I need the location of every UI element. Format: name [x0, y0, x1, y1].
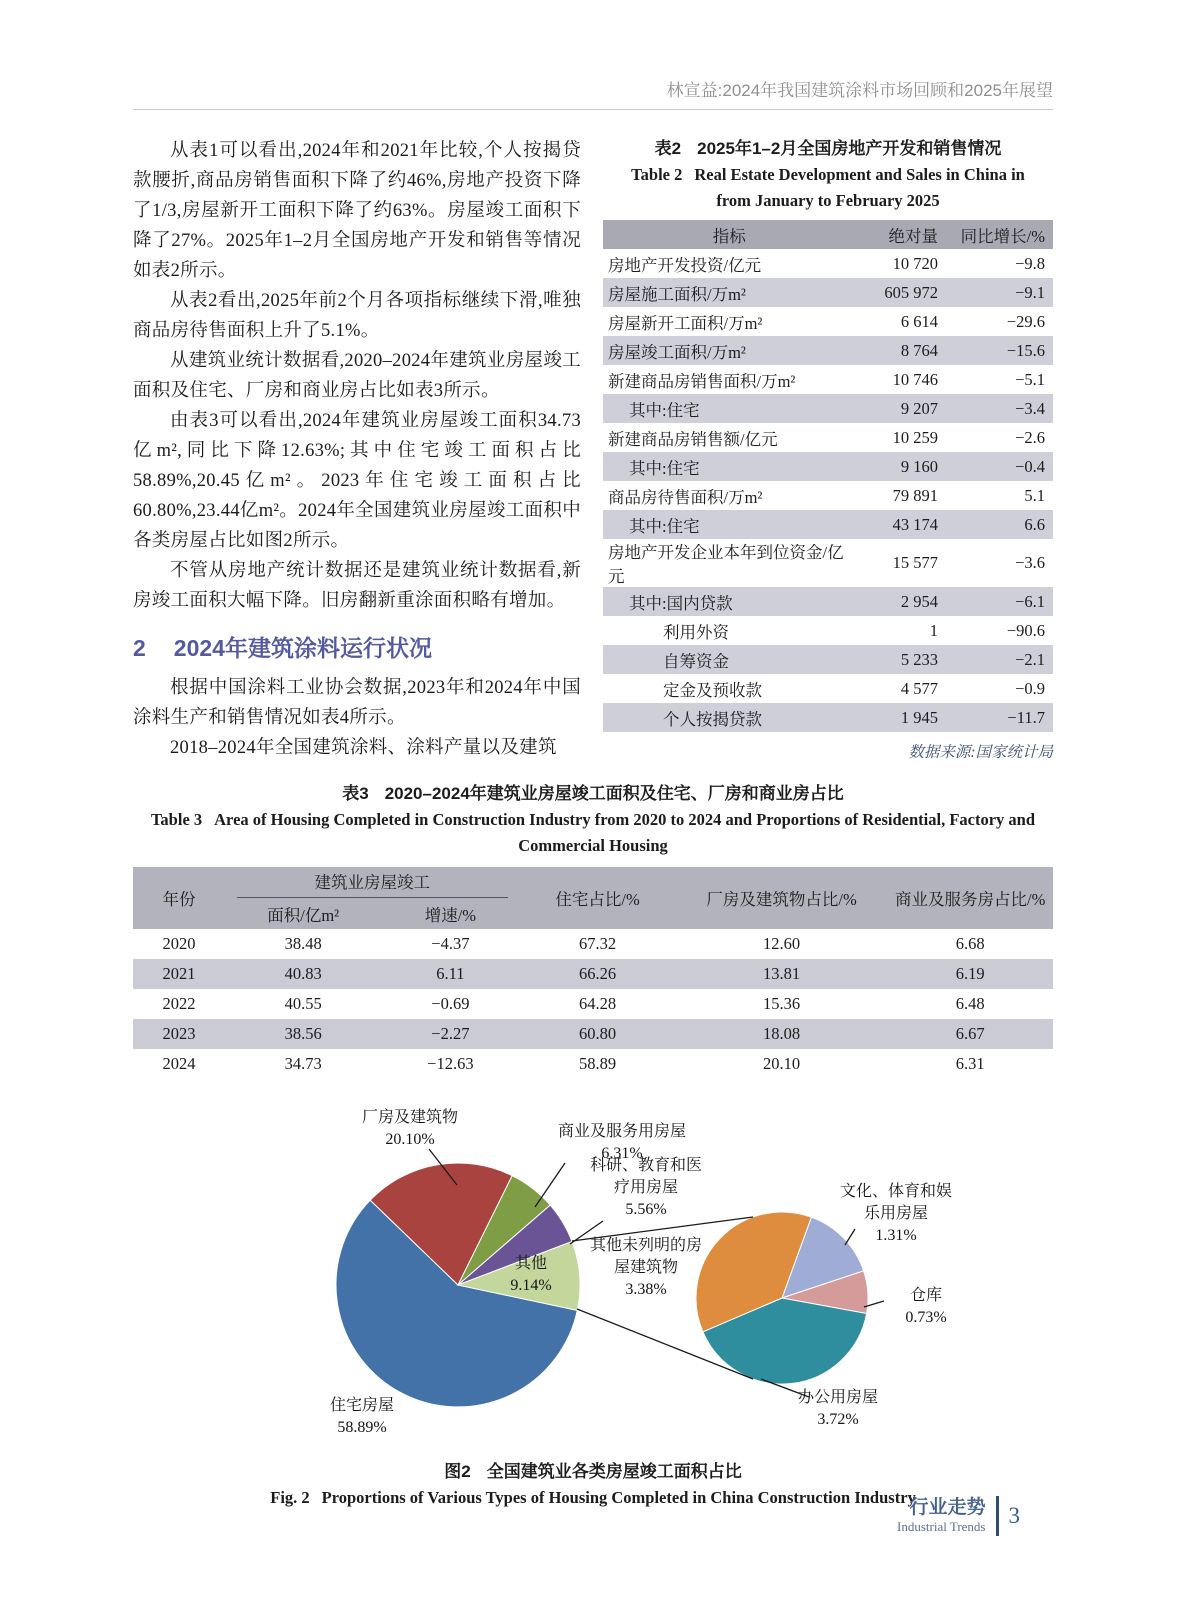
table2-cell: 新建商品房销售额/亿元 [608, 429, 778, 449]
table2-cell: −90.6 [1006, 620, 1045, 640]
page-footer [897, 1496, 1020, 1536]
table2-cell: 1 [929, 620, 938, 640]
table3-cell: 13.81 [676, 959, 888, 989]
table2-cell: 房屋竣工面积/万m² [603, 336, 851, 365]
table3-block [133, 781, 1053, 1079]
table2-cell: −11.7 [954, 703, 1053, 732]
table3-col-commercial: 商业及服务房占比/% [887, 867, 1053, 929]
table3-cell: 2023 [133, 1019, 225, 1049]
table3-cell: 2020 [162, 934, 196, 953]
right-column [603, 136, 1053, 763]
table2-cell: 6 614 [900, 311, 938, 331]
paragraph: 根据中国涂料工业协会数据,2023年和2024年中国涂料生产和销售情况如表4所示。 [133, 678, 581, 728]
table2-tag: 表2 [654, 139, 682, 158]
table3-cell: 6.19 [887, 959, 1053, 989]
table2-title-en-line1: Real Estate Development and Sales in China in [694, 165, 1025, 184]
table3-tag: 表3 [342, 784, 369, 803]
table3-row [133, 959, 1053, 989]
table2-title-en [603, 162, 1053, 214]
table2-row [603, 307, 1053, 336]
table2-cell: −9.8 [1015, 253, 1045, 273]
figure-tag-cn: 图2 [444, 1462, 471, 1481]
table3-title-cn [133, 781, 1053, 807]
pie-label-value: 20.10% [385, 1131, 435, 1148]
figure-tag-en: Fig. 2 [270, 1488, 310, 1507]
table3-cell: 2024 [162, 1054, 196, 1073]
table2-row [603, 423, 1053, 452]
pie-slice-label [345, 1107, 475, 1151]
table3 [133, 867, 1053, 1079]
table2-row [603, 674, 1053, 703]
table2-cell: 个人按揭贷款 [603, 703, 851, 732]
table2-row [603, 587, 1053, 616]
table2-cell: −5.1 [1015, 369, 1045, 389]
pie-label-value: 3.72% [817, 1411, 859, 1428]
table3-col-factory: 厂房及建筑物占比/% [676, 867, 888, 929]
figure-caption-cn [133, 1457, 1053, 1482]
table3-title-en [133, 807, 1053, 859]
table2-title-en-line2: from January to February 2025 [716, 191, 940, 210]
table3-cell: 66.26 [519, 959, 675, 989]
pie-label-name: 其他未列明的房屋建筑物 [590, 1237, 703, 1276]
table3-cell: 38.48 [284, 934, 322, 953]
figure-caption-cn-text: 全国建筑业各类房屋竣工面积占比 [486, 1462, 742, 1481]
table2-cell: 8 764 [851, 336, 955, 365]
pie-slice-label [590, 1155, 702, 1221]
figure-caption-en-text: Proportions of Various Types of Housing Completed in China Construction Industry [321, 1488, 916, 1507]
table2-cell: 房屋新开工面积/万m² [608, 313, 763, 333]
table2 [603, 220, 1053, 732]
footer-divider [996, 1496, 999, 1536]
table3-row [133, 929, 1053, 959]
paragraph: 由表3可以看出,2024年建筑业房屋竣工面积34.73亿m²,同比下降12.63%;其中住宅竣工面积占比58.89%,20.45亿m²。2023年住宅竣工面积占比60.80%,23.44亿m²。2024年全国建筑业房屋竣工面积中各类房屋占比如图2所示。 [133, 411, 581, 551]
table2-cell: 其中:住宅 [603, 394, 851, 423]
footer-section-en: Industrial Trends [897, 1519, 986, 1534]
pie-label-value: 3.38% [625, 1281, 667, 1298]
table3-cell: 6.67 [887, 1019, 1053, 1049]
table2-row [603, 616, 1053, 645]
table3-cell: −0.69 [431, 994, 470, 1013]
table2-cell: 15 577 [892, 553, 938, 572]
table2-row [603, 249, 1053, 278]
section-heading [133, 630, 581, 663]
table3-cell: −2.27 [381, 1019, 519, 1049]
table2-cell: 1 945 [851, 703, 955, 732]
table3-col-area: 面积/亿m² [225, 899, 381, 929]
table3-col-residential: 住宅占比/% [519, 867, 675, 929]
table2-cell: 10 746 [892, 369, 938, 389]
pie-label-name: 其他 [514, 1255, 547, 1272]
table3-cell: 38.56 [225, 1019, 381, 1049]
running-header-title: 林宣益:2024年我国建筑涂料市场回顾和2025年展望 [666, 81, 1053, 100]
section-title: 2024年建筑涂料运行状况 [173, 635, 432, 661]
table3-title-en-line2: Commercial Housing [518, 836, 668, 855]
table2-cell: −6.1 [954, 587, 1053, 616]
table2-cell: 4 577 [900, 678, 938, 698]
table3-cell: 40.83 [225, 959, 381, 989]
table3-col-year: 年份 [133, 867, 225, 929]
table2-row [603, 278, 1053, 307]
pie-label-name: 商业及服务用房屋 [557, 1123, 686, 1140]
pie-label-value: 9.14% [510, 1277, 552, 1294]
table3-row [133, 1049, 1053, 1079]
pie-slice-label [838, 1181, 954, 1247]
table2-source-note: 数据来源:国家统计局 [908, 744, 1053, 761]
table2-title-cn-text: 2025年1–2月全国房地产开发和销售情况 [697, 139, 1002, 158]
table2-cell: 6.6 [954, 510, 1053, 539]
table2-cell: 房地产开发投资/亿元 [608, 255, 762, 275]
table2-cell: 10 259 [892, 427, 938, 447]
table3-cell: −4.37 [431, 934, 470, 953]
pie-slice-label [881, 1285, 971, 1329]
table3-cell: 12.60 [763, 934, 801, 953]
pie-label-value: 5.56% [625, 1201, 667, 1218]
table2-cell: −3.4 [954, 394, 1053, 423]
table3-cell: 67.32 [579, 934, 617, 953]
table3-cell: 60.80 [519, 1019, 675, 1049]
table3-cell: −12.63 [427, 1054, 474, 1073]
table3-row [133, 1019, 1053, 1049]
table2-cell: 自筹资金 [603, 645, 851, 674]
table2-cell: 其中:住宅 [603, 510, 851, 539]
table2-cell: −2.6 [1015, 427, 1045, 447]
pie-label-value: 6.31% [601, 1145, 643, 1162]
figure2-pie-chart [133, 1095, 1053, 1453]
pie-label-name: 科研、教育和医疗用房屋 [590, 1157, 703, 1196]
table2-cell: 43 174 [851, 510, 955, 539]
table2-cell: 5.1 [1024, 485, 1045, 505]
table3-col-growth: 增速/% [381, 899, 519, 929]
table3-cell: 58.89 [579, 1054, 617, 1073]
paragraph: 不管从房地产统计数据还是建筑业统计数据看,新房竣工面积大幅下降。旧房翻新重涂面积略有增加。 [133, 561, 581, 611]
table2-row [603, 481, 1053, 510]
table2-header-row [603, 220, 1053, 249]
table2-cell: 房屋施工面积/万m² [603, 278, 851, 307]
body-paragraphs-after [133, 673, 581, 763]
table2-cell: 10 720 [892, 253, 938, 273]
pie-label-name: 厂房及建筑物 [361, 1109, 458, 1126]
table3-cell: 34.73 [284, 1054, 322, 1073]
table2-col-indicator: 指标 [603, 220, 851, 249]
table2-col-absolute: 绝对量 [851, 220, 955, 249]
table2-cell: 605 972 [851, 278, 955, 307]
running-header [133, 0, 1053, 110]
table3-row [133, 989, 1053, 1019]
page-number: 3 [1008, 1503, 1020, 1528]
table3-title-cn-text: 2020–2024年建筑业房屋竣工面积及住宅、厂房和商业房占比 [384, 784, 844, 803]
table2-cell: 新建商品房销售面积/万m² [608, 371, 796, 391]
pie-label-value: 1.31% [875, 1227, 917, 1244]
table3-cell: 6.68 [955, 934, 985, 953]
table3-cell: 6.31 [955, 1054, 985, 1073]
pie-label-name: 文化、体育和娱乐用房屋 [839, 1183, 952, 1222]
table2-cell: 房地产开发企业本年到位资金/亿元 [608, 543, 844, 586]
table2-cell: 9 160 [851, 452, 955, 481]
table3-header-row1 [133, 867, 1053, 899]
paragraph: 2018–2024年全国建筑涂料、涂料产量以及建筑 [170, 738, 557, 758]
table3-en-tag: Table 3 [150, 810, 203, 829]
pie-slice-label [590, 1235, 702, 1301]
table3-title-en-line1: Area of Housing Completed in Construction Industry from 2020 to 2024 and Proportions of Residential, Factory and [214, 810, 1036, 829]
table2-cell: 利用外资 [663, 622, 729, 642]
table3-cell: 2022 [162, 994, 196, 1013]
table3-cell: 2021 [133, 959, 225, 989]
table2-row [603, 703, 1053, 732]
table2-row [603, 365, 1053, 394]
pie-label-name: 办公用房屋 [797, 1389, 878, 1406]
table2-cell: 9 207 [851, 394, 955, 423]
table2-cell: −9.1 [954, 278, 1053, 307]
pie-label-name: 住宅房屋 [329, 1397, 394, 1414]
footer-section-cn: 行业走势 [909, 1497, 986, 1518]
table2-row [603, 645, 1053, 674]
table2-cell: 其中:国内贷款 [603, 587, 851, 616]
pie-slice-label [307, 1395, 417, 1439]
table3-cell: 40.55 [284, 994, 322, 1013]
table3-cell: 6.11 [381, 959, 519, 989]
table2-cell: −0.4 [954, 452, 1053, 481]
pie-label-name: 仓库 [909, 1287, 942, 1304]
table2-cell: 定金及预收款 [663, 680, 762, 700]
table3-col-group-label: 建筑业房屋竣工 [237, 869, 508, 898]
left-column [133, 136, 581, 763]
table2-row [603, 510, 1053, 539]
table3-cell: 18.08 [676, 1019, 888, 1049]
pie-slice-label [491, 1253, 571, 1297]
table3-cell: 15.36 [763, 994, 801, 1013]
pie-slice-label [778, 1387, 898, 1431]
section-number: 2 [133, 635, 146, 661]
table3-cell: 6.48 [955, 994, 985, 1013]
table2-cell: 5 233 [851, 645, 955, 674]
table3-cell: 64.28 [579, 994, 617, 1013]
leader-commercial [535, 1163, 565, 1207]
body-paragraphs [133, 136, 581, 616]
table2-row [603, 336, 1053, 365]
paragraph: 从建筑业统计数据看,2020–2024年建筑业房屋竣工面积及住宅、厂房和商业房占比如表3所示。 [133, 351, 581, 401]
table2-row [603, 394, 1053, 423]
table2-col-growth: 同比增长/% [954, 220, 1053, 249]
paragraph: 从表1可以看出,2024年和2021年比较,个人按揭贷款腰折,商品房销售面积下降了约46%,房地产投资下降了1/3,房屋新开工面积下降了约63%。房屋竣工面积下降了27%。2025年1–2月全国房地产开发和销售等情况如表2所示。 [133, 141, 581, 281]
table2-cell: 其中:住宅 [603, 452, 851, 481]
table2-title-cn [603, 136, 1053, 162]
table2-cell: −2.1 [954, 645, 1053, 674]
table2-cell: −0.9 [1015, 678, 1045, 698]
table2-cell: 商品房待售面积/万m² [608, 487, 763, 507]
table2-cell: −15.6 [954, 336, 1053, 365]
table3-col-group [225, 867, 519, 899]
table2-cell: 2 954 [851, 587, 955, 616]
table2-cell: 79 891 [892, 485, 938, 505]
table2-row [603, 539, 1053, 587]
paragraph: 从表2看出,2025年前2个月各项指标继续下滑,唯独商品房待售面积上升了5.1%。 [133, 291, 581, 341]
pie-label-value: 58.89% [337, 1419, 387, 1436]
pie-label-value: 0.73% [905, 1309, 947, 1326]
table2-cell: −3.6 [1015, 553, 1045, 572]
table3-cell: 20.10 [763, 1054, 801, 1073]
table2-row [603, 452, 1053, 481]
table2-en-tag: Table 2 [631, 165, 683, 184]
table2-cell: −29.6 [1006, 311, 1045, 331]
